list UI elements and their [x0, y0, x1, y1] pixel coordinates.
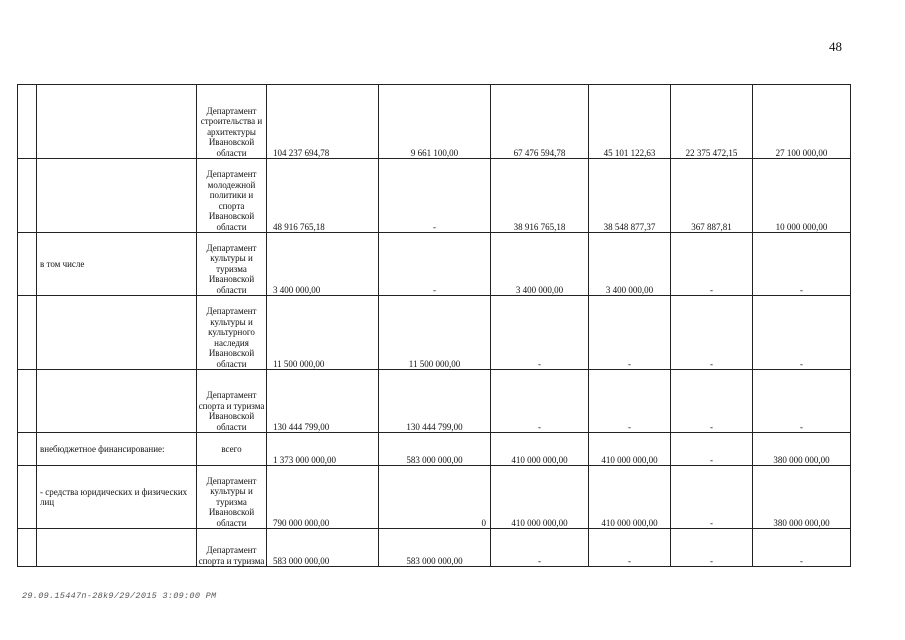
value-col4: - [589, 370, 671, 433]
value-col6: 380 000 000,00 [753, 466, 851, 529]
table-row [18, 233, 851, 296]
value-col2: 11 500 000,00 [379, 296, 491, 370]
row-label [37, 296, 197, 370]
table-row [18, 85, 851, 159]
value-total: 11 500 000,00 [267, 296, 379, 370]
value-total: 1 373 000 000,00 [267, 433, 379, 466]
table-row [18, 370, 851, 433]
blank-cell [18, 529, 37, 567]
value-col4: - [589, 529, 671, 567]
blank-cell [18, 233, 37, 296]
value-col4: 38 548 877,37 [589, 159, 671, 233]
value-col6: 10 000 000,00 [753, 159, 851, 233]
value-col3: 410 000 000,00 [491, 433, 589, 466]
value-col2: 9 661 100,00 [379, 85, 491, 159]
value-total: 130 444 799,00 [267, 370, 379, 433]
page-number: 48 [829, 39, 842, 54]
value-col3: 410 000 000,00 [491, 466, 589, 529]
row-label [37, 85, 197, 159]
blank-cell [18, 433, 37, 466]
value-col2: - [379, 159, 491, 233]
table-row [18, 159, 851, 233]
value-col5: - [671, 466, 753, 529]
value-col6: - [753, 233, 851, 296]
value-col4: - [589, 296, 671, 370]
finance-table [17, 84, 851, 567]
value-col4: 410 000 000,00 [589, 466, 671, 529]
department-cell: Департамент культуры и туризма Ивановской области [197, 233, 267, 296]
department-cell: Департамент строительства и архитектуры Ивановской области [197, 85, 267, 159]
value-total: 48 916 765,18 [267, 159, 379, 233]
value-col2: 583 000 000,00 [379, 529, 491, 567]
table-row [18, 466, 851, 529]
value-total: 583 000 000,00 [267, 529, 379, 567]
value-col3: - [491, 370, 589, 433]
value-col6: 27 100 000,00 [753, 85, 851, 159]
value-total: 104 237 694,78 [267, 85, 379, 159]
value-col5: - [671, 233, 753, 296]
blank-cell [18, 159, 37, 233]
department-cell: Департамент культуры и культурного наследия Ивановской области [197, 296, 267, 370]
value-col2: 130 444 799,00 [379, 370, 491, 433]
row-label: внебюджетное финансирование: [37, 433, 197, 466]
department-cell: Департамент культуры и туризма Ивановской области [197, 466, 267, 529]
department-cell: Департамент молодежной политики и спорта Ивановской области [197, 159, 267, 233]
row-label [37, 370, 197, 433]
document-footer: 29.09.15447п-28k9/29/2015 3:09:00 PM [22, 591, 217, 601]
value-col5: - [671, 433, 753, 466]
value-col5: 22 375 472,15 [671, 85, 753, 159]
value-total: 790 000 000,00 [267, 466, 379, 529]
row-label [37, 529, 197, 567]
table-row [18, 296, 851, 370]
value-col3: 38 916 765,18 [491, 159, 589, 233]
table-row [18, 433, 851, 466]
blank-cell [18, 296, 37, 370]
value-col2: - [379, 233, 491, 296]
value-col5: - [671, 370, 753, 433]
blank-cell [18, 85, 37, 159]
value-col5: - [671, 529, 753, 567]
value-col4: 410 000 000,00 [589, 433, 671, 466]
value-col6: 380 000 000,00 [753, 433, 851, 466]
value-col6: - [753, 370, 851, 433]
row-label [37, 159, 197, 233]
row-label: - средства юридических и физических лиц [37, 466, 197, 529]
value-col4: 3 400 000,00 [589, 233, 671, 296]
value-col5: - [671, 296, 753, 370]
value-col6: - [753, 296, 851, 370]
value-col6: - [753, 529, 851, 567]
value-col3: 67 476 594,78 [491, 85, 589, 159]
value-col2: 583 000 000,00 [379, 433, 491, 466]
blank-cell [18, 466, 37, 529]
department-cell: Департамент спорта и туризма [197, 529, 267, 567]
department-cell: всего [197, 433, 267, 466]
value-col5: 367 887,81 [671, 159, 753, 233]
value-col3: - [491, 529, 589, 567]
department-cell: Департамент спорта и туризма Ивановской области [197, 370, 267, 433]
value-total: 3 400 000,00 [267, 233, 379, 296]
blank-cell [18, 370, 37, 433]
value-col4: 45 101 122,63 [589, 85, 671, 159]
value-col2: 0 [379, 466, 491, 529]
value-col3: - [491, 296, 589, 370]
row-label: в том числе [37, 233, 197, 296]
value-col3: 3 400 000,00 [491, 233, 589, 296]
table-row [18, 529, 851, 567]
